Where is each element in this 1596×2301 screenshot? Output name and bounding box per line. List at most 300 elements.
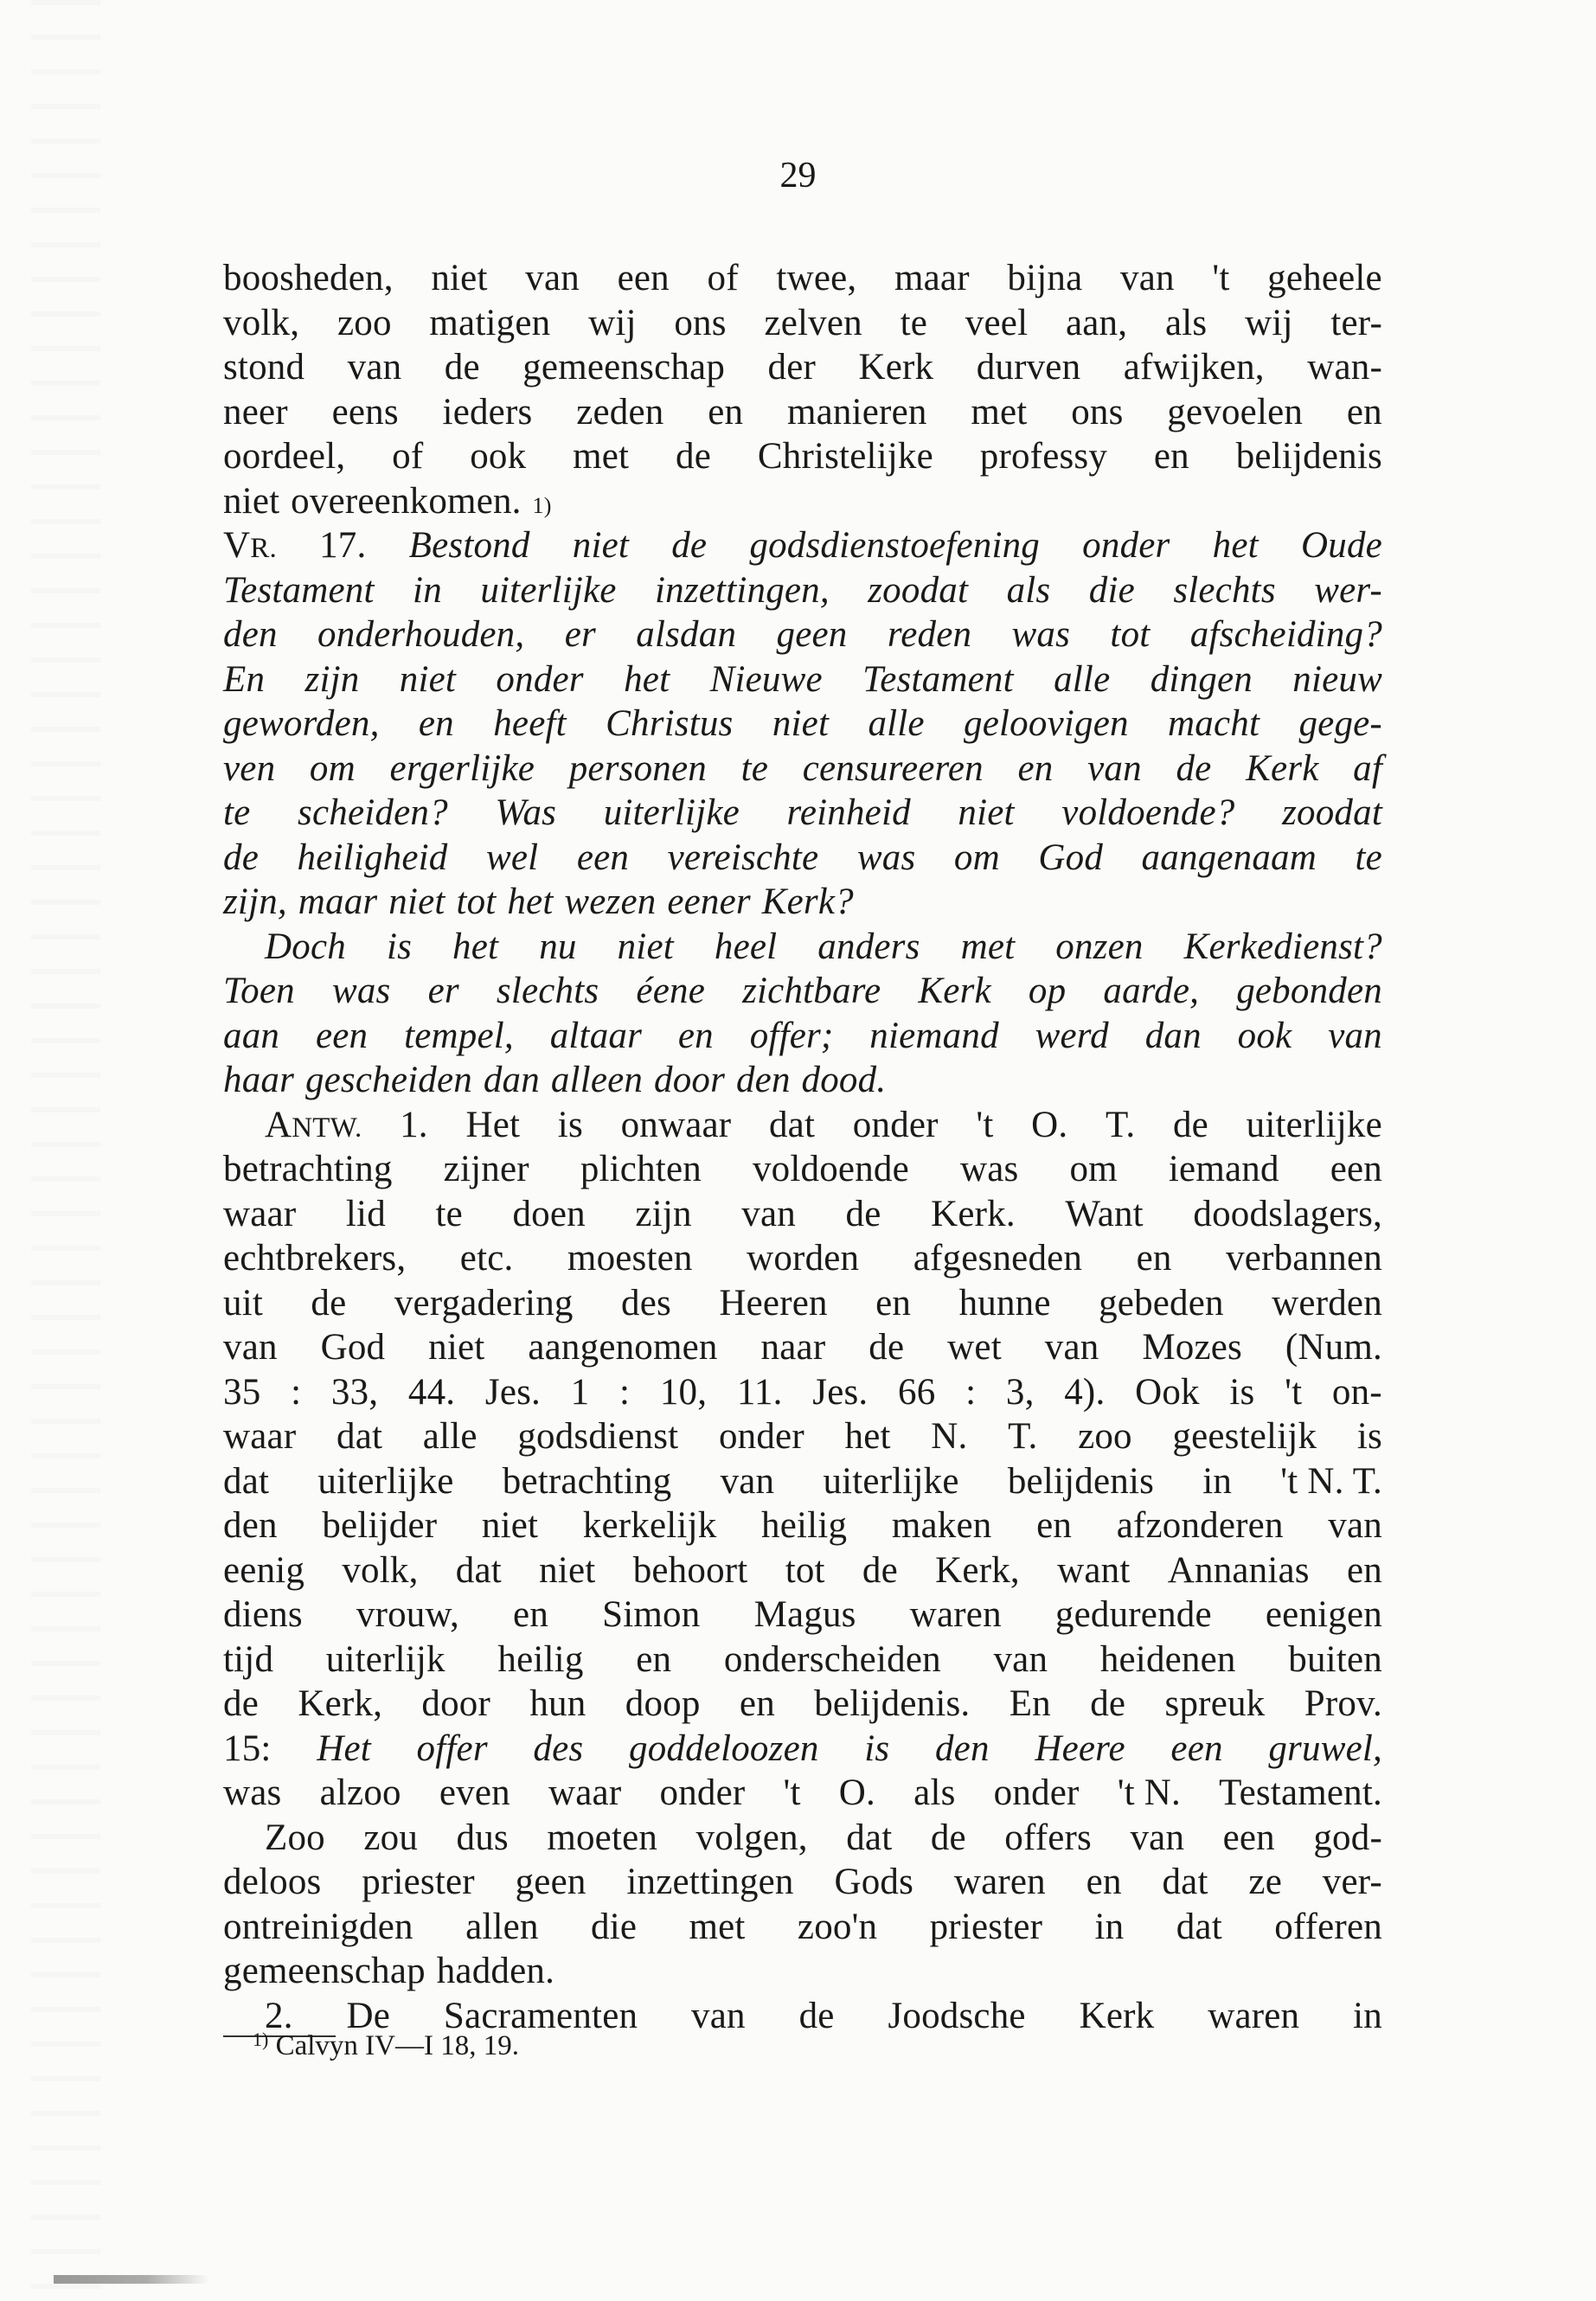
word: God: [1038, 836, 1104, 878]
word: Mozes: [1142, 1327, 1242, 1368]
word: den: [223, 614, 278, 655]
word: on-: [1331, 1371, 1382, 1413]
word: hadden.: [436, 1951, 555, 1991]
text-line: [223, 1503, 1382, 1548]
word: priester: [929, 1906, 1043, 1947]
word: te: [900, 302, 928, 343]
word: eenigen: [1265, 1594, 1382, 1635]
word: zoo: [1078, 1416, 1132, 1457]
word: 1: [570, 1371, 590, 1413]
word: die: [591, 1906, 638, 1947]
word: durven: [976, 347, 1081, 388]
word: zeden: [576, 391, 664, 433]
word: en: [1017, 747, 1054, 789]
word: werden: [1272, 1282, 1382, 1324]
word: is: [386, 926, 413, 967]
word: Kerk,: [935, 1549, 1020, 1591]
word: T.: [1008, 1416, 1038, 1457]
word: slechts: [1173, 569, 1276, 611]
word: onderhouden,: [317, 614, 525, 655]
word: Het: [317, 1727, 371, 1769]
word: vrouw,: [356, 1594, 459, 1635]
word: onderscheiden: [723, 1638, 941, 1680]
word: de: [869, 1327, 905, 1368]
word: Want: [1065, 1193, 1144, 1234]
word: aangenomen: [528, 1327, 718, 1368]
word: ook: [470, 436, 527, 477]
text-line: [223, 568, 1382, 613]
word: en: [1136, 1238, 1172, 1279]
word: zoo: [337, 302, 392, 343]
word: matigen: [429, 302, 551, 343]
word: en: [875, 1282, 912, 1324]
word: neer: [223, 391, 288, 433]
word: Kerk: [858, 347, 934, 388]
word: op: [1028, 971, 1067, 1011]
word: een: [617, 258, 670, 298]
word: eens: [331, 391, 399, 433]
word: waar: [223, 1193, 297, 1234]
word: waren: [953, 1862, 1046, 1902]
word: het: [844, 1416, 891, 1457]
word: éene: [636, 971, 705, 1011]
word: als: [1006, 569, 1051, 611]
word: de: [798, 1995, 835, 2036]
word: onder: [1082, 525, 1170, 566]
word: moesten: [567, 1238, 693, 1279]
word: in: [413, 569, 442, 611]
word: was: [1011, 614, 1071, 655]
word: en: [1036, 1505, 1073, 1546]
word: er: [427, 971, 459, 1011]
word: niet: [481, 1505, 539, 1546]
word: te: [435, 1193, 463, 1234]
footnote: [253, 2029, 519, 2063]
text-line: [223, 1192, 1382, 1237]
word: ven: [223, 747, 276, 789]
word: om: [309, 747, 356, 789]
word: offers: [1004, 1817, 1092, 1858]
text-line: [223, 345, 1382, 390]
word: censureeren: [802, 747, 984, 789]
word: geestelijk: [1172, 1416, 1317, 1457]
word: Zoo: [265, 1817, 325, 1858]
word: dan: [1144, 1015, 1202, 1056]
word: priester: [362, 1862, 475, 1902]
word: dat: [1162, 1862, 1208, 1902]
word: niet: [539, 1549, 596, 1591]
word: zelven: [764, 302, 862, 343]
text-line: [223, 1325, 1382, 1370]
text-line: [223, 1414, 1382, 1459]
word: wezen: [564, 881, 657, 922]
word: werd: [1035, 1015, 1109, 1056]
word: betrachting: [223, 1149, 393, 1189]
word: ver-: [1322, 1862, 1382, 1902]
question-number: 17.: [319, 525, 367, 566]
word: zijn,: [223, 881, 287, 922]
word: ook: [1237, 1015, 1292, 1056]
word: dat: [337, 1416, 383, 1457]
word: een: [1222, 1817, 1275, 1858]
word: diens: [223, 1594, 303, 1635]
word: onder: [852, 1104, 939, 1145]
word: van: [993, 1638, 1048, 1680]
word: gevoelen: [1167, 391, 1304, 433]
word: alle: [868, 703, 925, 744]
word: van: [1328, 1505, 1382, 1546]
word: Ook: [1135, 1371, 1200, 1413]
word: onder: [718, 1416, 804, 1457]
word: van: [1087, 747, 1142, 789]
word: der: [767, 347, 817, 388]
text-line: [223, 836, 1382, 881]
word: ontreinigden: [223, 1906, 413, 1947]
word: maar: [894, 258, 970, 298]
word: ergerlijke: [389, 747, 535, 789]
word: tot: [1110, 614, 1151, 655]
question-heading-line: [223, 523, 1382, 568]
word: gemeenschap: [522, 347, 726, 388]
word: 2.: [265, 1995, 293, 2036]
text-line: [223, 434, 1382, 479]
word: of: [707, 258, 739, 298]
word: zichtbare: [742, 971, 881, 1011]
text-line: [223, 1058, 1382, 1103]
word: 44.: [407, 1371, 456, 1413]
word: worden: [747, 1238, 860, 1279]
word: van: [1130, 1817, 1185, 1858]
word: goddeloozen: [629, 1727, 819, 1769]
word: twee,: [776, 258, 857, 298]
word: het: [452, 926, 499, 967]
word: voldoende?: [1061, 792, 1235, 833]
word: tot: [785, 1549, 825, 1591]
text-line: [223, 612, 1382, 657]
word: niet: [428, 1327, 485, 1368]
word: veel: [965, 302, 1029, 343]
word: anders: [817, 926, 920, 967]
word: is: [1356, 1416, 1382, 1457]
word: 't N.: [1117, 1772, 1181, 1813]
word: naar: [760, 1327, 826, 1368]
word: en: [739, 1683, 775, 1724]
word: inzettingen: [626, 1862, 794, 1902]
word: te: [740, 747, 769, 789]
word: dingen: [1150, 658, 1253, 700]
word: gemeenschap: [223, 1951, 426, 1991]
word: plichten: [580, 1149, 702, 1189]
word: heidenen: [1099, 1638, 1236, 1680]
word: :: [291, 1371, 302, 1413]
word: overeenkomen.: [291, 480, 522, 522]
word: En: [223, 658, 266, 700]
word: en: [1346, 391, 1382, 433]
word: den: [934, 1727, 990, 1769]
word: Kerk,: [298, 1683, 383, 1724]
word: een: [315, 1015, 369, 1056]
word: de: [223, 836, 259, 878]
word: zoo'n: [797, 1906, 878, 1947]
word: met: [971, 391, 1028, 433]
word: ons: [674, 302, 727, 343]
text-line: [223, 301, 1382, 346]
word: offer: [416, 1727, 488, 1769]
word: was: [856, 836, 916, 878]
word: niet: [388, 881, 445, 922]
word: afscheiding?: [1189, 614, 1382, 655]
word: belijdenis: [1235, 436, 1382, 477]
word: zou: [363, 1817, 419, 1858]
word: de: [311, 1282, 347, 1324]
text-line: [223, 1370, 1382, 1415]
word: 35: [223, 1371, 261, 1413]
word: deloos: [223, 1862, 322, 1902]
word: verbannen: [1226, 1238, 1382, 1279]
text-line: [223, 925, 1382, 970]
word: Prov.: [1304, 1683, 1382, 1724]
word: 't: [976, 1104, 994, 1145]
word: in: [1353, 1995, 1382, 2036]
word: niet: [617, 926, 674, 967]
word: of: [392, 436, 424, 477]
answer-heading-line: [223, 1103, 1382, 1148]
word: lid: [345, 1193, 386, 1234]
word: gebeden: [1099, 1282, 1224, 1324]
word: etc.: [459, 1238, 514, 1279]
word: Simon: [602, 1594, 701, 1635]
word: tijd: [223, 1638, 274, 1680]
word: de: [1176, 747, 1212, 789]
word: van: [525, 258, 580, 298]
word: reden: [887, 614, 972, 655]
word: uiterlijke: [1246, 1104, 1382, 1145]
word: stond: [223, 347, 305, 388]
word: wer-: [1314, 569, 1382, 611]
word: slechts: [496, 971, 599, 1011]
word: waar: [548, 1772, 622, 1813]
text-line: [223, 1860, 1382, 1905]
answer-number: 1.: [400, 1104, 428, 1145]
word: tempel,: [404, 1015, 514, 1056]
word: hunne: [958, 1282, 1051, 1324]
word: en: [636, 1638, 672, 1680]
word: alzoo: [319, 1772, 401, 1813]
word: onder: [993, 1772, 1080, 1813]
word: geen: [776, 614, 848, 655]
word: 't: [1212, 258, 1230, 298]
word: godsdienstoefening: [749, 525, 1040, 566]
text-line: [223, 1281, 1382, 1326]
word: de: [1172, 1104, 1208, 1145]
word: macht: [1168, 703, 1260, 744]
word: zoodat: [1282, 792, 1382, 833]
word: belijder: [322, 1505, 438, 1546]
word: O.: [1031, 1104, 1068, 1145]
word: gedurende: [1054, 1594, 1212, 1635]
answer-label: ANTW.: [265, 1104, 362, 1145]
word: was: [331, 971, 391, 1011]
word: Christelijke: [757, 436, 933, 477]
word: waren: [909, 1594, 1002, 1635]
text-line: [223, 1682, 1382, 1727]
word: een: [1330, 1149, 1382, 1189]
word: de: [223, 1683, 259, 1724]
word: Kerk: [918, 971, 991, 1011]
word: met: [960, 926, 1016, 967]
word: personen: [568, 747, 707, 789]
word: :: [619, 1371, 631, 1413]
word: met: [573, 436, 630, 477]
word: doodslagers,: [1193, 1193, 1382, 1234]
word: Kerk.: [931, 1193, 1016, 1234]
text-line: niet overeenkomen. 1): [223, 479, 1382, 524]
word: moeten: [547, 1817, 658, 1858]
word: buiten: [1288, 1638, 1382, 1680]
word: niet: [958, 792, 1015, 833]
word: doen: [512, 1193, 586, 1234]
footnote-text: Calvyn IV—I 18, 19.: [275, 2030, 519, 2061]
text-line: [223, 1727, 1382, 1772]
text-line: [223, 1548, 1382, 1593]
word: Nieuwe: [709, 658, 823, 700]
word: bijna: [1007, 258, 1083, 298]
word: Annanias: [1167, 1549, 1310, 1591]
word: alle: [422, 1416, 478, 1457]
word: des: [621, 1282, 671, 1324]
word: de: [930, 1817, 966, 1858]
word: 33,: [330, 1371, 379, 1413]
word: ter-: [1330, 302, 1382, 343]
word: nieuw: [1292, 658, 1382, 700]
word: alle: [1054, 658, 1111, 700]
word: nu: [539, 926, 577, 967]
word: dat: [1176, 1906, 1222, 1947]
word: afzonderen: [1116, 1505, 1284, 1546]
word: maken: [891, 1505, 992, 1546]
word: om: [1069, 1149, 1118, 1189]
word: en: [677, 1015, 714, 1056]
word: spreuk: [1164, 1683, 1266, 1724]
word: 't N. T.: [1280, 1460, 1382, 1502]
word: belijdenis.: [814, 1683, 971, 1724]
text-line: [223, 1236, 1382, 1281]
word: even: [439, 1772, 510, 1813]
word: van: [1328, 1015, 1382, 1056]
word: eener: [667, 881, 751, 922]
word: gruwel,: [1268, 1727, 1382, 1769]
word: Kerkedienst?: [1183, 926, 1382, 967]
word: heilig: [761, 1505, 848, 1546]
word: geworden,: [223, 703, 380, 744]
footnote-marker: 1): [253, 2029, 269, 2050]
word: 66: [898, 1371, 936, 1413]
word: 4).: [1064, 1371, 1106, 1413]
word: niet: [223, 480, 280, 522]
word: uiterlijk: [325, 1638, 445, 1680]
word: volk,: [342, 1549, 419, 1591]
word: Joodsche: [888, 1995, 1026, 2036]
word: doop: [625, 1683, 701, 1724]
word: voldoende: [752, 1149, 909, 1189]
word: in: [1202, 1460, 1233, 1502]
word: dat: [223, 1460, 270, 1502]
word: zijn: [635, 1193, 692, 1234]
word: door: [421, 1683, 490, 1724]
word: 't: [783, 1772, 801, 1813]
word: ons: [1071, 391, 1124, 433]
text-line: [223, 880, 1382, 925]
word: was: [223, 1772, 282, 1813]
word: behoort: [632, 1549, 748, 1591]
word: Kerk?: [761, 881, 854, 922]
word: niet: [772, 703, 830, 744]
word: Sacramenten: [443, 1995, 638, 2036]
word: geen: [515, 1862, 586, 1902]
word: was: [959, 1149, 1019, 1189]
text-line: [223, 657, 1382, 702]
word: godsdienst: [517, 1416, 679, 1457]
word: onder: [496, 658, 584, 700]
word: dood.: [801, 1060, 887, 1100]
word: Testament: [223, 569, 375, 611]
word: er: [564, 614, 596, 655]
text-line: [223, 1905, 1382, 1950]
word: niet: [431, 258, 488, 298]
word: waar: [223, 1416, 297, 1457]
word: de: [1090, 1683, 1126, 1724]
word: En: [1009, 1683, 1051, 1724]
text-line: [223, 256, 1382, 301]
word: van: [691, 1995, 746, 2036]
word: een: [1170, 1727, 1223, 1769]
word: manieren: [786, 391, 927, 433]
word: geloovigen: [964, 703, 1129, 744]
word: inzettingen,: [654, 569, 830, 611]
word: Jes.: [484, 1371, 542, 1413]
word: af: [1353, 747, 1382, 789]
text-line: [223, 1147, 1382, 1192]
word: niet: [399, 658, 457, 700]
word: een: [576, 836, 630, 878]
word: heeft: [493, 703, 567, 744]
word: wet: [947, 1327, 1002, 1368]
word: professy: [979, 436, 1108, 477]
word: Testament: [862, 658, 1014, 700]
word: dat: [455, 1549, 502, 1591]
word: God: [320, 1327, 386, 1368]
word: De: [346, 1995, 391, 2036]
text-line: [223, 791, 1382, 836]
word: god-: [1313, 1817, 1382, 1858]
text-line: [223, 969, 1382, 1014]
word: van: [1120, 258, 1175, 298]
word: afwijken,: [1123, 347, 1265, 388]
word: dat: [768, 1104, 816, 1145]
text-line: [223, 1816, 1382, 1861]
word: wij: [588, 302, 637, 343]
word: te: [1355, 836, 1382, 878]
word: N.: [931, 1416, 968, 1457]
text-line: [223, 1014, 1382, 1059]
word: de: [671, 525, 708, 566]
word: altaar: [549, 1015, 643, 1056]
word: Jes.: [812, 1371, 869, 1413]
word: en: [1086, 1862, 1122, 1902]
word: scheiden?: [298, 792, 448, 833]
word: de: [862, 1549, 898, 1591]
word: en: [1153, 436, 1189, 477]
